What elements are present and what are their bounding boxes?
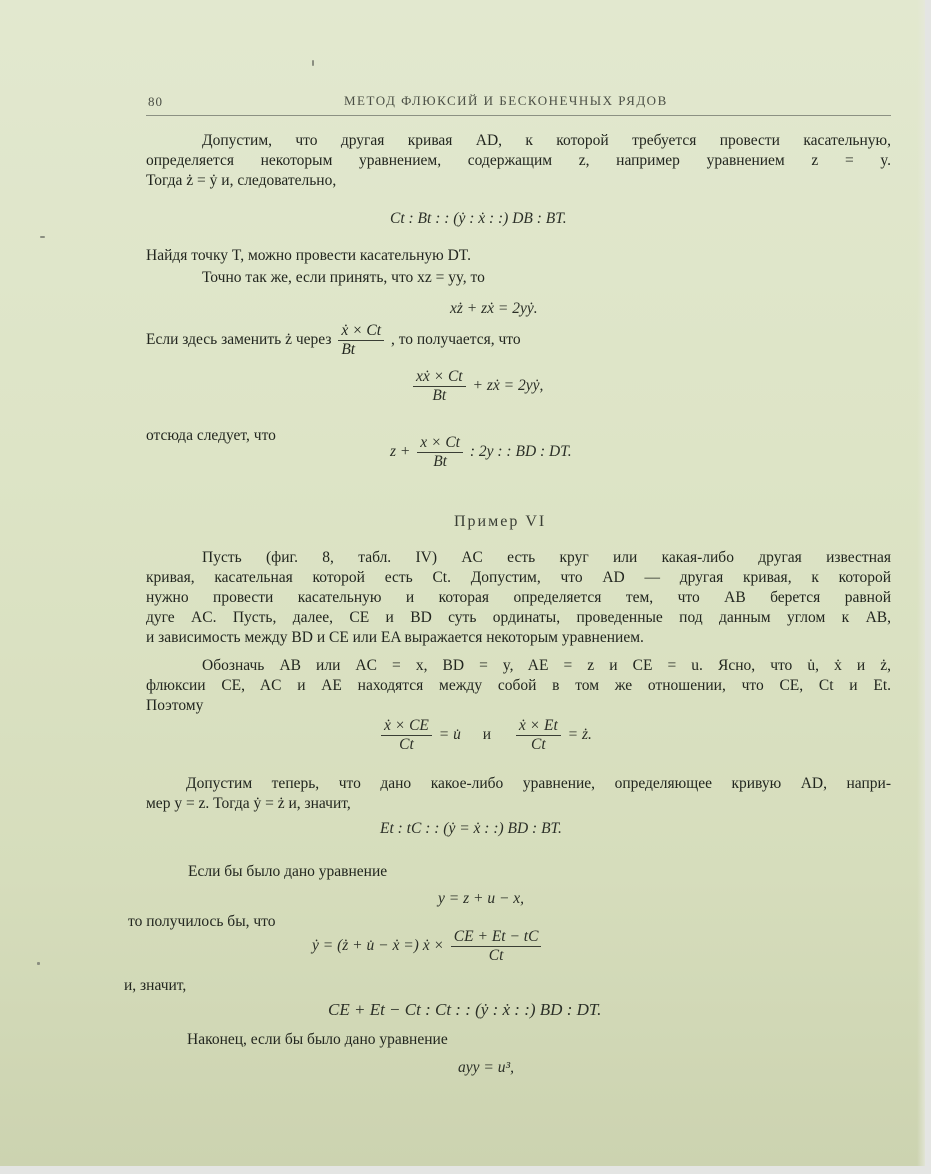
- text-line: Допустим, что другая кривая AD, к которой требуется провести касательную,: [202, 132, 891, 149]
- fraction-denominator: Bt: [432, 387, 447, 404]
- fraction: [413, 368, 466, 405]
- equation-pre: z +: [390, 443, 411, 461]
- equation-part: = u̇: [438, 726, 461, 744]
- text-line: Допустим теперь, что дано какое-либо уравнение, определяющее кривую AD, напри-: [186, 775, 891, 792]
- equation-8: [312, 928, 544, 965]
- text-line: Пусть (фиг. 8, табл. IV) AC есть круг или какая-либо другая известная: [202, 549, 891, 566]
- running-title: МЕТОД ФЛЮКСИЙ И БЕСКОНЕЧНЫХ РЯДОВ: [344, 93, 668, 108]
- paragraph-10: то получилось бы, что: [128, 913, 276, 930]
- fraction-denominator: Ct: [531, 736, 546, 753]
- fraction-denominator: Bt: [433, 453, 447, 470]
- paragraph-7: [146, 656, 891, 716]
- equation-1: Ct : Bt : : (ẏ : ẋ : :) DB : BT.: [390, 210, 567, 227]
- paragraph-4: [146, 322, 521, 359]
- fraction-numerator: xẋ × Ct: [413, 368, 466, 387]
- text-line: определяется некоторым уравнением, содержащим z, например уравнением z = y.: [146, 152, 891, 169]
- equation-6: Et : tC : : (ẏ = ẋ : :) BD : BT.: [380, 820, 562, 837]
- paragraph-1: [146, 131, 891, 191]
- equation-9: CE + Et − Ct : Ct : : (ẏ : ẋ : :) BD : DT.: [328, 1000, 602, 1019]
- fraction: [381, 717, 432, 754]
- paragraph-9: Если бы было дано уравнение: [188, 863, 388, 880]
- paragraph-2: Найдя точку T, можно провести касательную DT.: [146, 247, 471, 264]
- text-line: Тогда ż = ẏ и, следовательно,: [146, 172, 337, 189]
- text: , то получается, что: [390, 331, 521, 349]
- equation-10: ayy = u³,: [458, 1059, 514, 1076]
- paragraph-3: Точно так же, если принять, что xz = yy, то: [202, 269, 485, 286]
- fraction-numerator: ẋ × Et: [516, 717, 561, 736]
- equation-rest: + zẋ = 2yẏ,: [472, 377, 544, 395]
- equation-4: [390, 434, 572, 471]
- fraction-denominator: Ct: [488, 947, 504, 964]
- scan-speck: [37, 962, 40, 965]
- fraction: [516, 717, 561, 754]
- text-line: Обозначь AB или AC = x, BD = y, AE = z и CE = u. Ясно, что u̇, ẋ и ż,: [202, 657, 891, 674]
- section-title: Пример VI: [454, 513, 547, 530]
- fraction-numerator: ẋ × CE: [381, 717, 432, 736]
- header-rule: [146, 115, 891, 116]
- text-line: дуге AC. Пусть, далее, CE и BD суть ординаты, проведенные под данным углом к AB,: [146, 609, 891, 626]
- equation-3: [410, 368, 543, 405]
- text-line: нужно провести касательную и которая определяется тем, что AB берется равной: [146, 589, 891, 606]
- page-number: 80: [148, 94, 163, 109]
- fraction-denominator: Ct: [399, 736, 414, 753]
- text-line: флюксии CE, AC и AE находятся между собой в том же отношении, что CE, Ct и Et.: [146, 677, 891, 694]
- scan-speck: [312, 60, 314, 66]
- paragraph-12: Наконец, если бы было дано уравнение: [187, 1031, 448, 1048]
- scan-speck: [40, 236, 45, 238]
- conjunction: и: [482, 726, 492, 744]
- paragraph-5: отсюда следует, что: [146, 427, 276, 444]
- text-line: мер y = z. Тогда ẏ = ż и, значит,: [146, 795, 351, 812]
- text: Если здесь заменить ż через: [146, 331, 332, 349]
- text-line: кривая, касательная которой есть Ct. Допустим, что AD — другая кривая, к которой: [146, 569, 891, 586]
- fraction: [451, 928, 542, 965]
- fraction: [417, 434, 463, 471]
- inline-fraction: [338, 322, 384, 359]
- equation-pre: ẏ = (ż + u̇ − ẋ =) ẋ ×: [312, 937, 444, 955]
- text-line: и зависимость между BD и CE или EA выражается некоторым уравнением.: [146, 629, 644, 646]
- equation-rest: : 2y : : BD : DT.: [469, 443, 572, 461]
- equation-part: = ż.: [567, 726, 592, 744]
- fraction-denominator: Bt: [341, 341, 356, 358]
- paragraph-8: [146, 774, 891, 814]
- paragraph-11: и, значит,: [124, 977, 187, 994]
- text-line: Поэтому: [146, 697, 204, 714]
- fraction-numerator: x × Ct: [417, 434, 463, 453]
- fraction-numerator: CE + Et − tC: [451, 928, 542, 947]
- equation-5: [378, 717, 592, 754]
- equation-7: y = z + u − x,: [438, 890, 525, 907]
- equation-2: xż + zẋ = 2yẏ.: [450, 300, 538, 317]
- fraction-numerator: ẋ × Ct: [338, 322, 384, 341]
- paragraph-6: [146, 548, 891, 648]
